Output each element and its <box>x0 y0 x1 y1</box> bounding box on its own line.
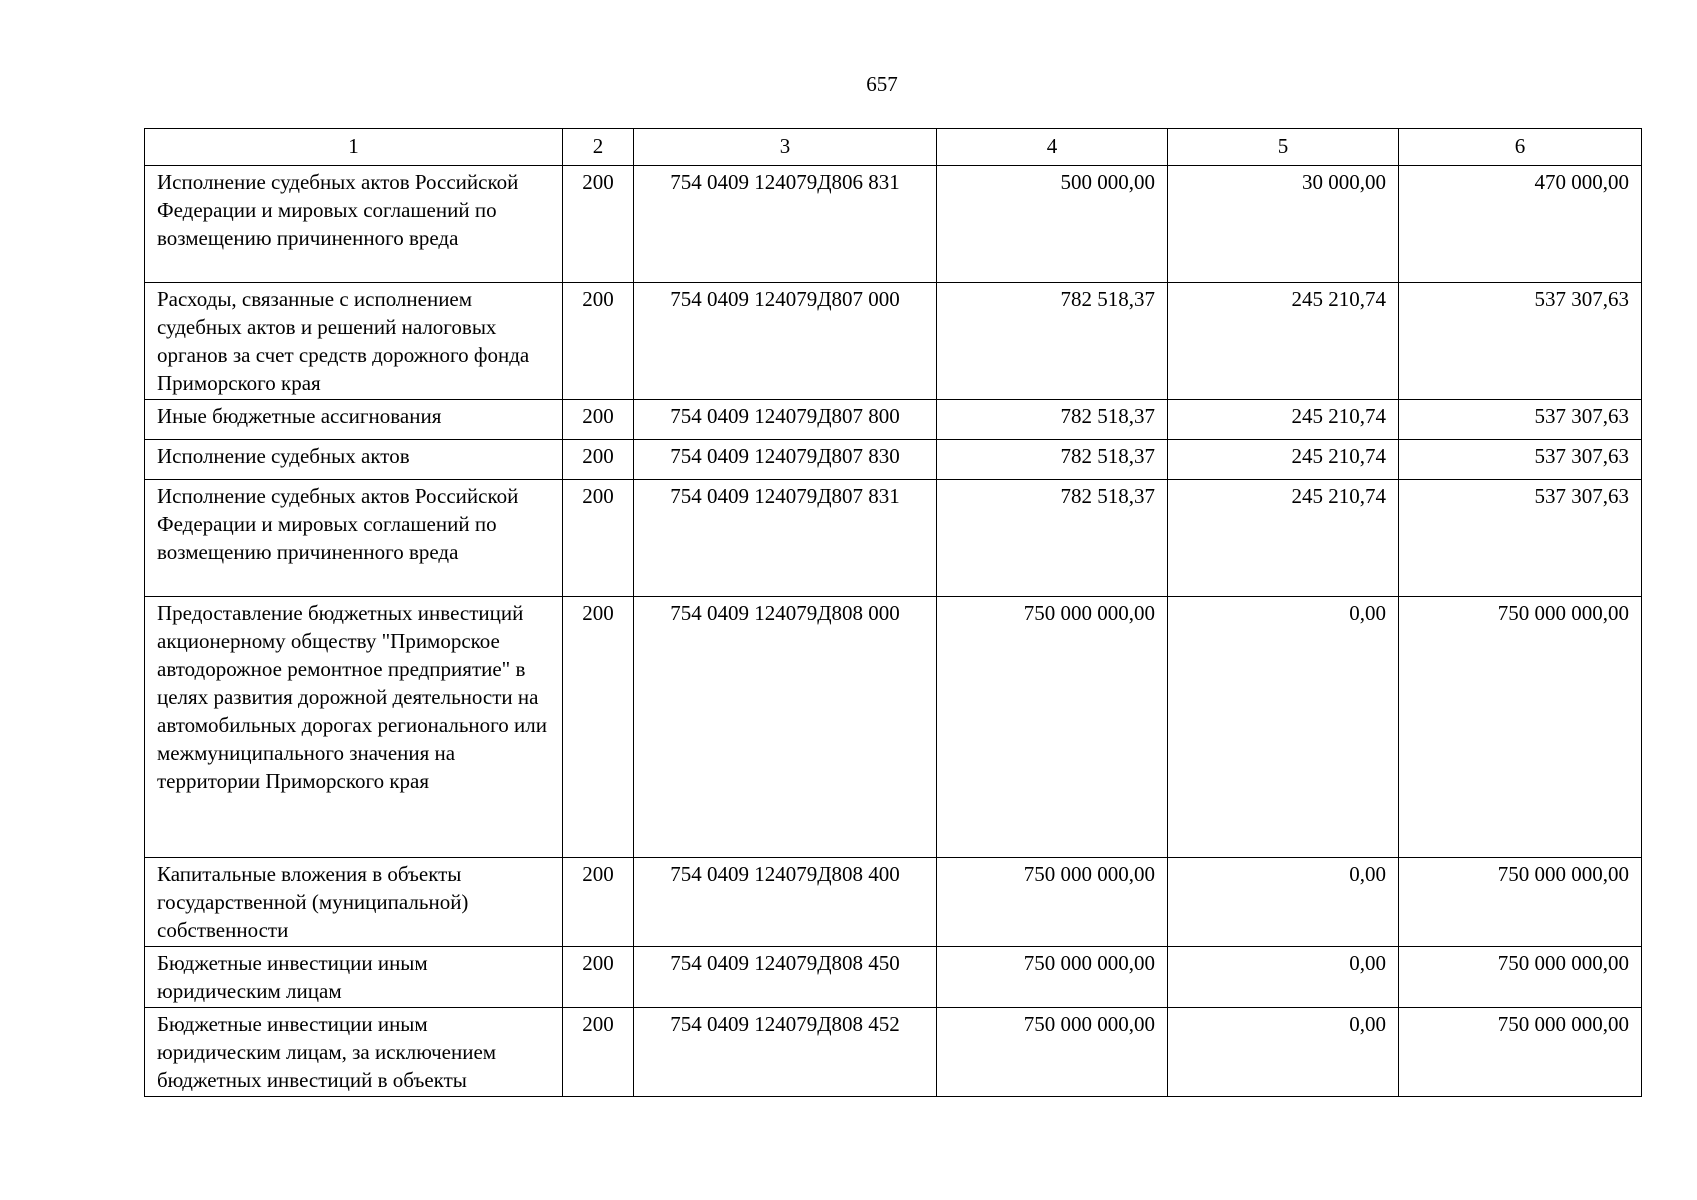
header-col-1: 1 <box>145 129 563 166</box>
row-col5: 245 210,74 <box>1168 440 1399 480</box>
row-col4: 782 518,37 <box>937 283 1168 400</box>
budget-table <box>144 128 1642 1097</box>
row-col6: 537 307,63 <box>1399 480 1642 597</box>
header-col-5: 5 <box>1168 129 1399 166</box>
row-name: Исполнение судебных актов <box>145 440 563 480</box>
row-kbk: 754 0409 124079Д808 400 <box>634 858 937 947</box>
table-header <box>145 129 1642 166</box>
row-col4: 750 000 000,00 <box>937 947 1168 1008</box>
row-col5: 0,00 <box>1168 1008 1399 1097</box>
row-code: 200 <box>563 1008 634 1097</box>
table-row <box>145 440 1642 480</box>
row-col6: 537 307,63 <box>1399 440 1642 480</box>
table-row <box>145 858 1642 947</box>
row-kbk: 754 0409 124079Д807 830 <box>634 440 937 480</box>
table-row <box>145 947 1642 1008</box>
row-kbk: 754 0409 124079Д807 831 <box>634 480 937 597</box>
row-col5: 245 210,74 <box>1168 480 1399 597</box>
row-col5: 0,00 <box>1168 947 1399 1008</box>
row-code: 200 <box>563 400 634 440</box>
row-name: Бюджетные инвестиции иным юридическим лицам <box>145 947 563 1008</box>
header-row <box>145 129 1642 166</box>
row-kbk: 754 0409 124079Д808 450 <box>634 947 937 1008</box>
row-name: Капитальные вложения в объекты государственной (муниципальной) собственности <box>145 858 563 947</box>
row-col5: 0,00 <box>1168 858 1399 947</box>
table-row <box>145 400 1642 440</box>
table-body <box>145 166 1642 1097</box>
row-col6: 470 000,00 <box>1399 166 1642 283</box>
row-kbk: 754 0409 124079Д806 831 <box>634 166 937 283</box>
row-code: 200 <box>563 480 634 597</box>
row-col4: 750 000 000,00 <box>937 1008 1168 1097</box>
table-row <box>145 166 1642 283</box>
row-col4: 750 000 000,00 <box>937 597 1168 858</box>
row-kbk: 754 0409 124079Д808 452 <box>634 1008 937 1097</box>
row-col6: 537 307,63 <box>1399 400 1642 440</box>
row-name: Исполнение судебных актов Российской Федерации и мировых соглашений по возмещению причиненного вреда <box>145 480 563 597</box>
row-col4: 750 000 000,00 <box>937 858 1168 947</box>
table-row <box>145 283 1642 400</box>
row-col4: 782 518,37 <box>937 400 1168 440</box>
row-code: 200 <box>563 947 634 1008</box>
table-row <box>145 480 1642 597</box>
header-col-4: 4 <box>937 129 1168 166</box>
row-name: Исполнение судебных актов Российской Федерации и мировых соглашений по возмещению причиненного вреда <box>145 166 563 283</box>
row-col6: 750 000 000,00 <box>1399 858 1642 947</box>
row-code: 200 <box>563 858 634 947</box>
row-col5: 245 210,74 <box>1168 400 1399 440</box>
row-col4: 782 518,37 <box>937 440 1168 480</box>
row-code: 200 <box>563 166 634 283</box>
row-col6: 750 000 000,00 <box>1399 597 1642 858</box>
row-code: 200 <box>563 283 634 400</box>
row-col4: 782 518,37 <box>937 480 1168 597</box>
row-col5: 0,00 <box>1168 597 1399 858</box>
row-name: Расходы, связанные с исполнением судебных актов и решений налоговых органов за счет средств дорожного фонда Приморского края <box>145 283 563 400</box>
table-row <box>145 597 1642 858</box>
header-col-2: 2 <box>563 129 634 166</box>
row-code: 200 <box>563 440 634 480</box>
row-kbk: 754 0409 124079Д807 000 <box>634 283 937 400</box>
row-name: Бюджетные инвестиции иным юридическим лицам, за исключением бюджетных инвестиций в объекты <box>145 1008 563 1097</box>
table-row <box>145 1008 1642 1097</box>
row-code: 200 <box>563 597 634 858</box>
row-name: Предоставление бюджетных инвестиций акционерному обществу "Приморское автодорожное ремонтное предприятие" в целях развития дорожной деятельности на автомобильных дорогах регионального или межмуниципального значения на территории Приморского края <box>145 597 563 858</box>
row-kbk: 754 0409 124079Д807 800 <box>634 400 937 440</box>
header-col-6: 6 <box>1399 129 1642 166</box>
row-col5: 30 000,00 <box>1168 166 1399 283</box>
row-name: Иные бюджетные ассигнования <box>145 400 563 440</box>
row-col4: 500 000,00 <box>937 166 1168 283</box>
row-col6: 750 000 000,00 <box>1399 947 1642 1008</box>
header-col-3: 3 <box>634 129 937 166</box>
row-col6: 537 307,63 <box>1399 283 1642 400</box>
row-col6: 750 000 000,00 <box>1399 1008 1642 1097</box>
page-number: 657 <box>866 72 898 96</box>
row-kbk: 754 0409 124079Д808 000 <box>634 597 937 858</box>
row-col5: 245 210,74 <box>1168 283 1399 400</box>
